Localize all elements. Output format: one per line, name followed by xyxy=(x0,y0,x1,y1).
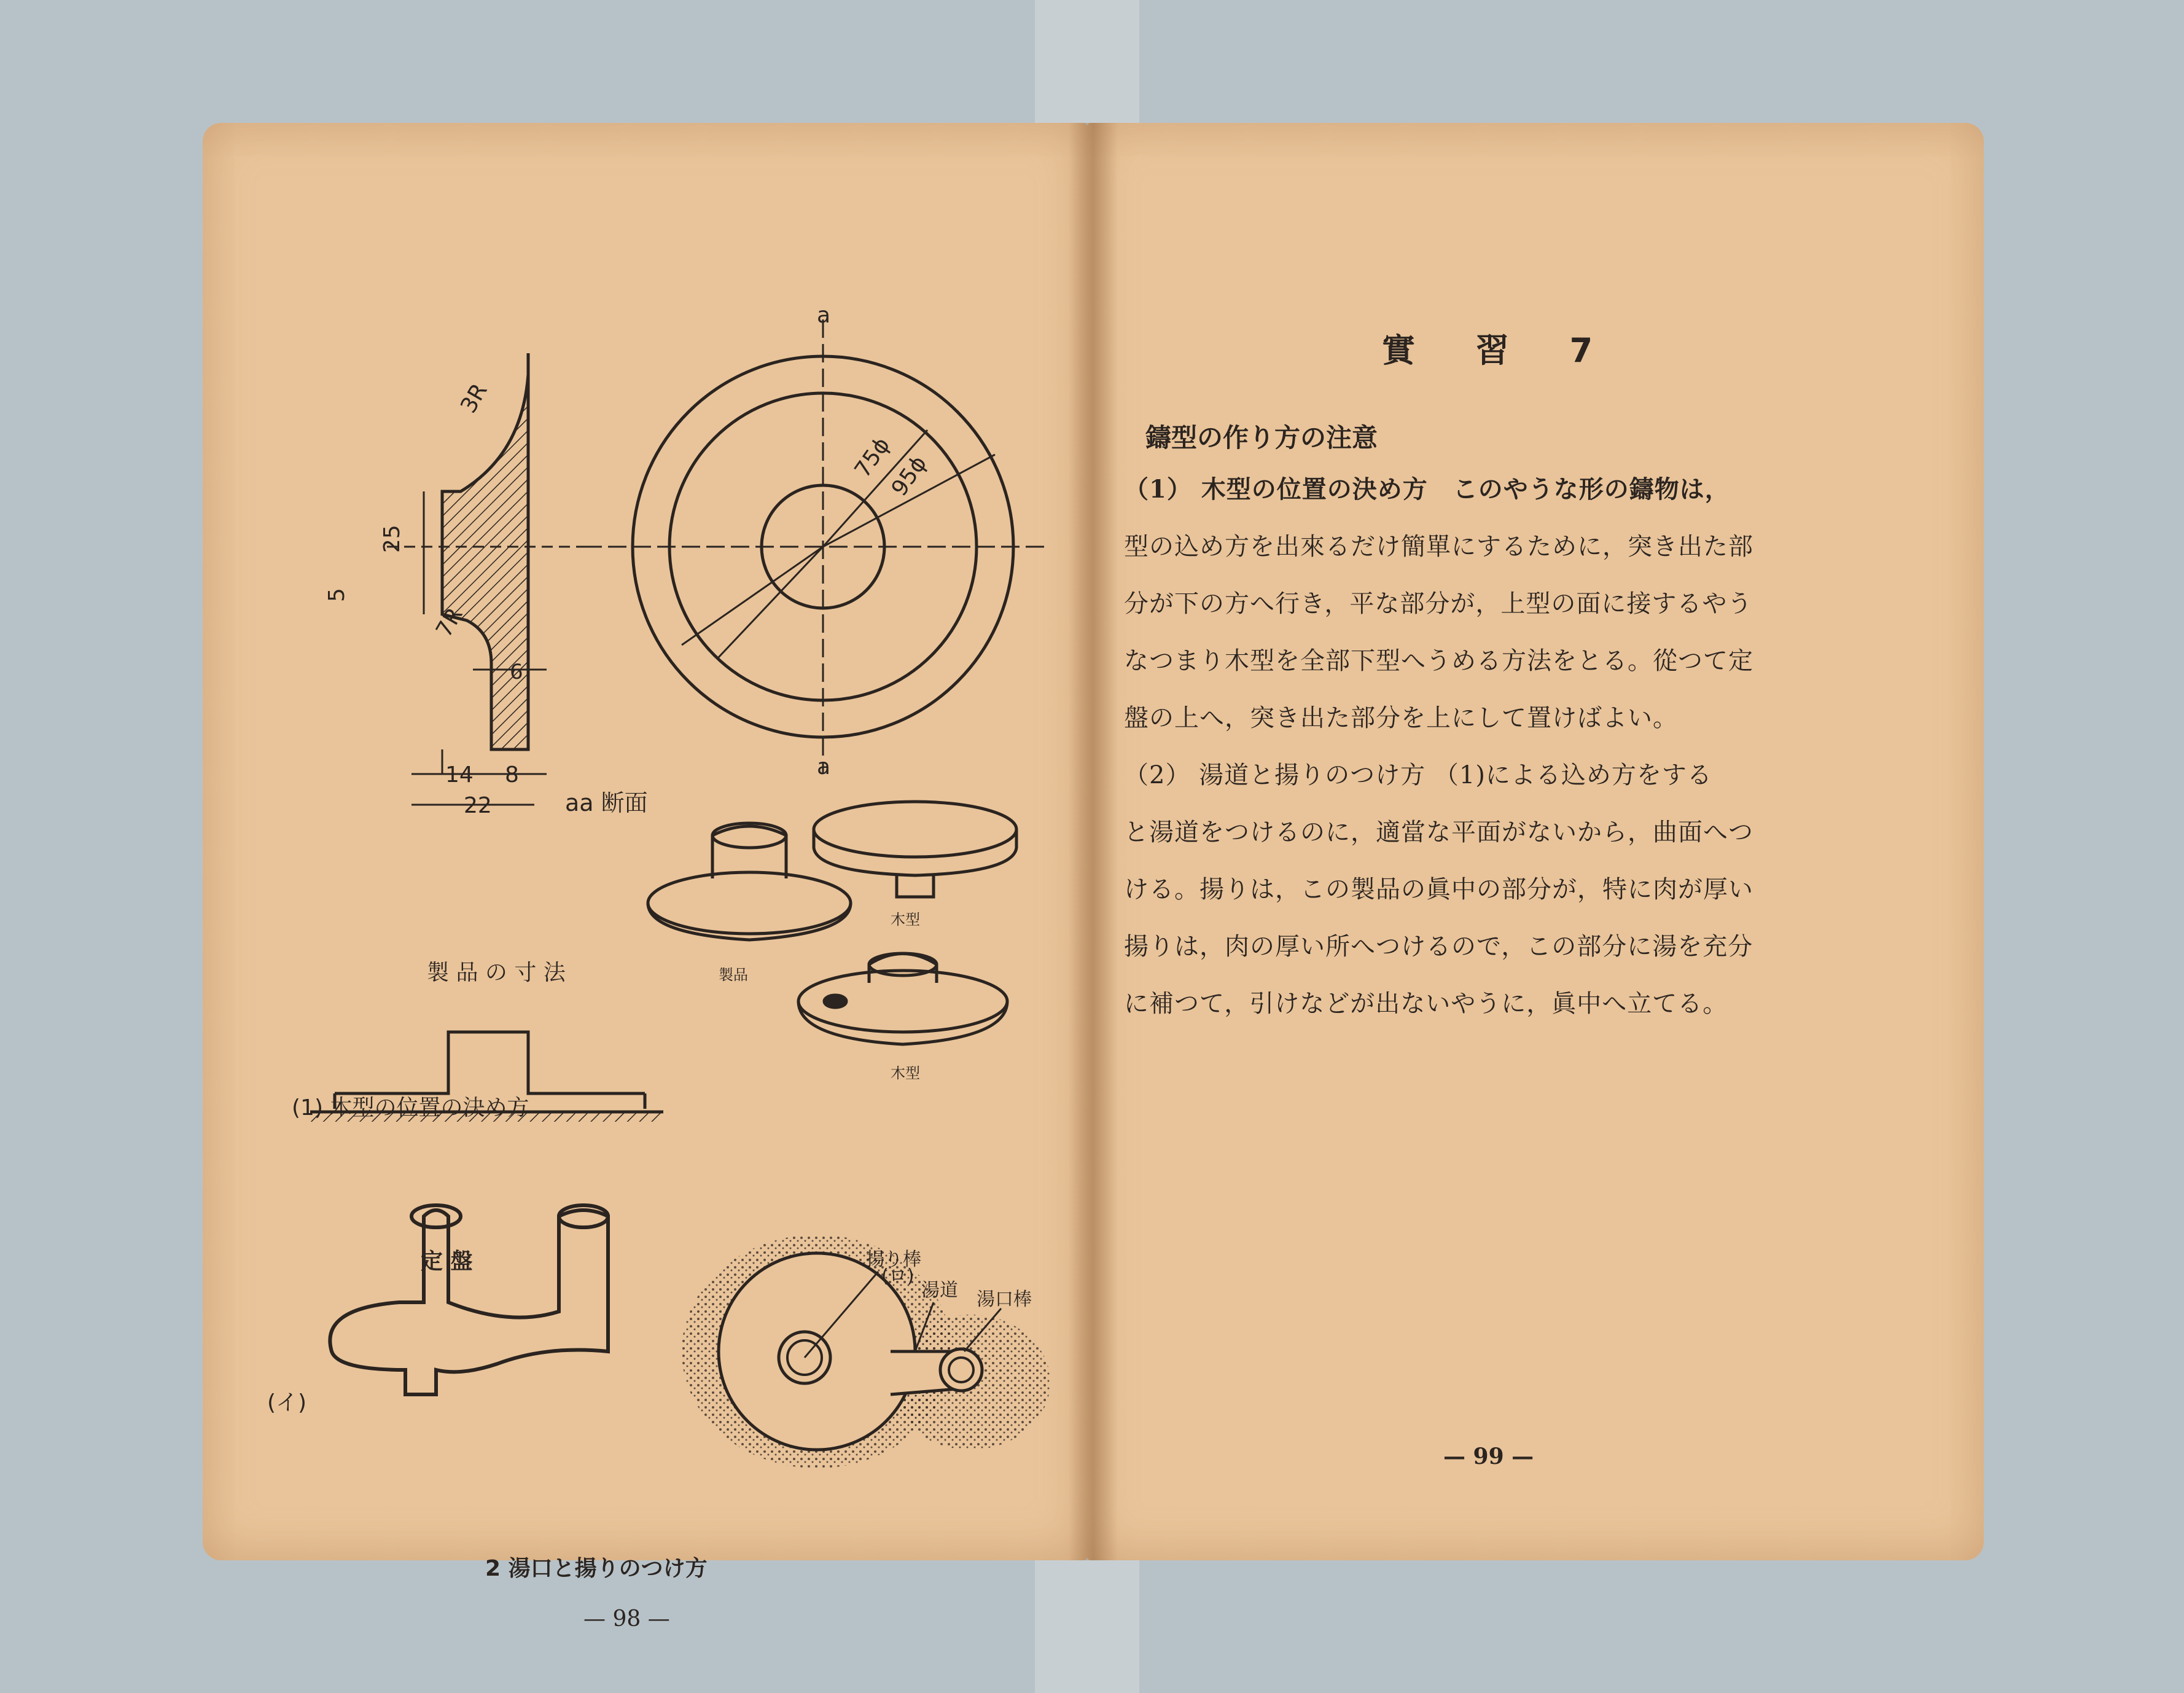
dim-75phi: 75ϕ xyxy=(849,432,895,483)
dim-7r: 7R xyxy=(431,603,468,642)
plan-view-drawing xyxy=(583,319,1050,774)
dim-3r: 3R xyxy=(456,379,493,418)
label-seihin: 製品 xyxy=(719,966,748,983)
dim-22: 22 xyxy=(464,793,492,818)
dim-95phi: 95ϕ xyxy=(886,451,932,501)
label-yuguchibo: 湯口棒 xyxy=(977,1289,1032,1310)
dim-6: 6 xyxy=(510,660,523,684)
pattern-disc-sketch xyxy=(814,802,1016,897)
caption-sprue-riser: 2 湯口と揚りのつけ方 xyxy=(485,1556,708,1581)
body-line: と湯道をつけるのに，適當な平面がないから，曲面へつ xyxy=(1124,818,1753,846)
pattern-sketch xyxy=(798,953,1007,1044)
label-mokei-2: 木型 xyxy=(891,1065,920,1082)
label-surface-plate: 定 盤 xyxy=(421,1249,473,1274)
dim-8: 8 xyxy=(505,762,519,788)
body-line: に補つて，引けなどが出ないやうに，眞中へ立てる。 xyxy=(1124,990,1728,1018)
label-i: (イ) xyxy=(267,1390,307,1415)
dim-14: 14 xyxy=(445,762,474,788)
caption-dimensions: 製 品 の 寸 法 xyxy=(427,960,566,985)
axis-a-bottom: a xyxy=(817,754,831,780)
cross-section-drawing xyxy=(387,353,596,805)
caption-pattern-position: (1) 木型の位置の決め方 xyxy=(292,1095,529,1120)
body-line: （1） 木型の位置の決め方 このやうな形の鑄物は， xyxy=(1124,475,1730,504)
body-line: 型の込め方を出來るだけ簡單にするために，突き出た部 xyxy=(1124,533,1753,561)
page-number-right: — 99 — xyxy=(1443,1444,1534,1469)
sprue-riser-sketch xyxy=(330,1205,608,1394)
open-book xyxy=(203,123,1984,1632)
section-label: aa 断面 xyxy=(565,789,648,816)
body-line: なつまり木型を全部下型へうめる方法をとる。從つて定 xyxy=(1124,647,1753,675)
label-agaribo: 揚り棒 xyxy=(866,1249,921,1270)
page-heading: 實 習 7 xyxy=(1382,331,1618,370)
body-line: （2） 湯道と揚りのつけ方 （1)による込め方をする xyxy=(1124,761,1712,789)
body-line: ける。揚りは，この製品の眞中の部分が，特に肉が厚い xyxy=(1124,875,1753,904)
body-line: 揚りは，肉の厚い所へつけるので，この部分に湯を充分 xyxy=(1124,933,1753,961)
body-line: 盤の上へ，突き出た部分を上にして置けばよい。 xyxy=(1124,704,1678,732)
label-yudo: 湯道 xyxy=(921,1280,958,1301)
page-number-left: — 98 — xyxy=(583,1606,670,1632)
dim-25: 25 xyxy=(380,525,405,553)
axis-a-top: a xyxy=(817,303,831,328)
body-line: 分が下の方へ行き，平な部分が，上型の面に接するやう xyxy=(1124,590,1753,618)
label-mokei-1: 木型 xyxy=(891,911,920,928)
section-subheading: 鑄型の作り方の注意 xyxy=(1145,423,1378,453)
body-text xyxy=(1124,470,1971,1041)
label-ro: (ロ) xyxy=(881,1265,915,1287)
technical-drawings xyxy=(203,123,1087,1560)
dim-5: 5 xyxy=(324,588,349,602)
